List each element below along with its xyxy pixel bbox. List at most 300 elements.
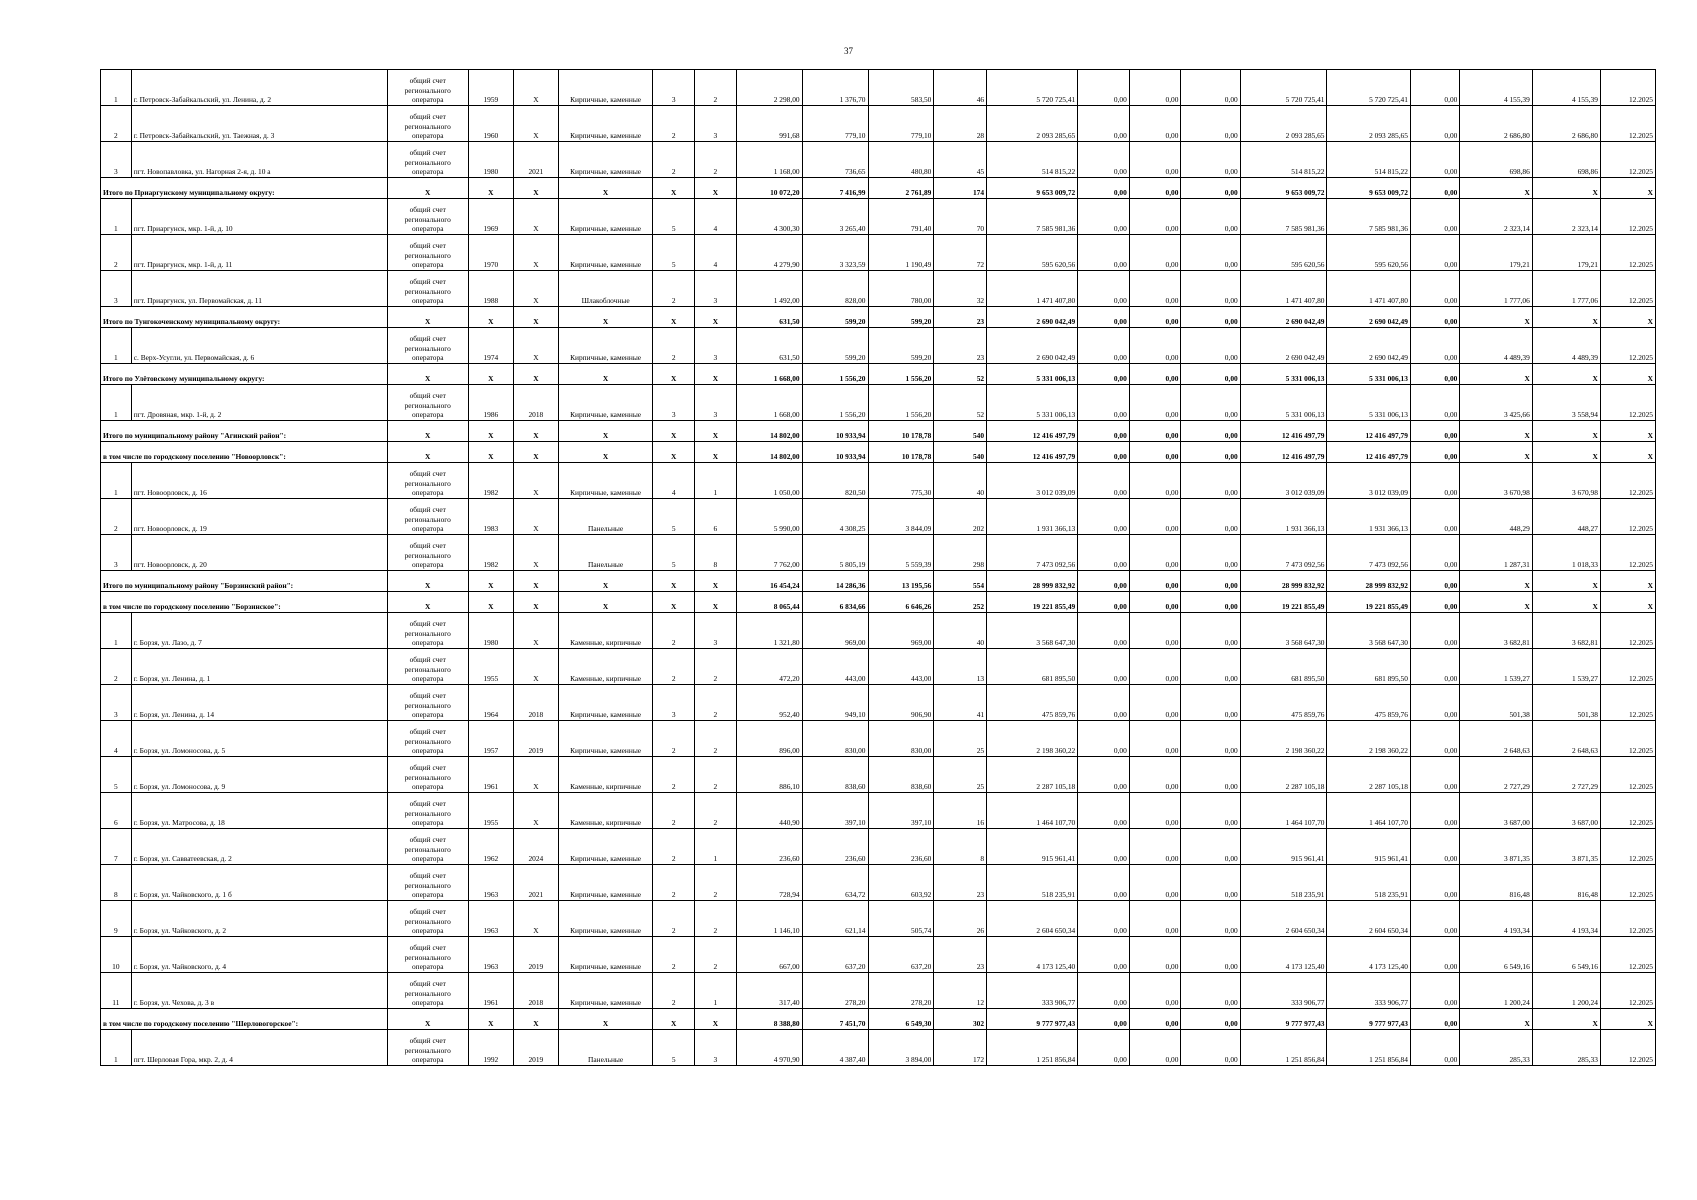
year-built-cell: 1963	[468, 865, 513, 901]
subtotal-title: Итого по Тунгокоченскому муниципальному округу:	[101, 307, 388, 328]
x-mark: Х	[1600, 592, 1655, 613]
cost-total-cell: 3 568 647,30	[987, 613, 1078, 649]
premises-area-cell: 969,00	[802, 613, 868, 649]
x-mark: Х	[468, 571, 513, 592]
completion-date-cell: 12.2025	[1600, 70, 1655, 106]
subtotal-row	[101, 178, 1656, 199]
subtotal-title: в том числе по городскому поселению "Борзинское":	[101, 592, 388, 613]
wall-material-cell: Кирпичные, каменные	[558, 199, 652, 235]
wall-material-cell: Каменные, кирпичные	[558, 793, 652, 829]
x-mark: Х	[653, 592, 695, 613]
owners-funds-cell: 2 198 360,22	[1240, 721, 1327, 757]
table-row	[101, 973, 1656, 1009]
row-number: 1	[101, 463, 132, 499]
table-row	[101, 106, 1656, 142]
year-repair-cell: Х	[513, 235, 558, 271]
residents-cell: 52	[934, 385, 987, 421]
completion-date-cell: 12.2025	[1600, 535, 1655, 571]
wall-material-cell: Кирпичные, каменные	[558, 685, 652, 721]
x-mark: Х	[513, 178, 558, 199]
unit-cost-cell: 1 539,27	[1460, 649, 1532, 685]
regional-budget-cell: 0,00	[1129, 499, 1181, 535]
completion-date-cell: 12.2025	[1600, 937, 1655, 973]
x-mark: Х	[558, 571, 652, 592]
account-type-cell: общий счет регионального оператора	[387, 271, 468, 307]
completion-date-cell: 12.2025	[1600, 901, 1655, 937]
year-built-cell: 1960	[468, 106, 513, 142]
fund-cell: 0,00	[1078, 1030, 1130, 1066]
entrances-cell: 2	[695, 865, 737, 901]
total-area-cell: 1 321,80	[736, 613, 802, 649]
cost-total-cell: 2 093 285,65	[987, 106, 1078, 142]
year-built-cell: 1988	[468, 271, 513, 307]
account-type-cell: общий счет регионального оператора	[387, 199, 468, 235]
total-area-cell: 1 168,00	[736, 142, 802, 178]
floors-cell: 2	[653, 865, 695, 901]
account-type-cell: общий счет регионального оператора	[387, 535, 468, 571]
total-area-cell: 2 298,00	[736, 70, 802, 106]
premises-area-cell: 1 556,20	[802, 364, 868, 385]
premises-area-cell: 10 933,94	[802, 421, 868, 442]
local-budget-cell: 0,00	[1181, 829, 1240, 865]
unit-cost-cell: 2 727,29	[1460, 757, 1532, 793]
premises-area-cell: 4 308,25	[802, 499, 868, 535]
other-funds-cell: 0,00	[1410, 535, 1459, 571]
account-type-cell: общий счет регионального оператора	[387, 973, 468, 1009]
year-built-cell: 1970	[468, 235, 513, 271]
residents-cell: 25	[934, 721, 987, 757]
residential-area-cell: 278,20	[868, 973, 934, 1009]
other-funds-cell: 0,00	[1410, 70, 1459, 106]
other-funds-cell: 0,00	[1410, 199, 1459, 235]
x-mark: Х	[653, 571, 695, 592]
local-budget-cell: 0,00	[1181, 613, 1240, 649]
total-area-cell: 16 454,24	[736, 571, 802, 592]
wall-material-cell: Кирпичные, каменные	[558, 973, 652, 1009]
owners-contrib-cell: 2 198 360,22	[1327, 721, 1410, 757]
cost-total-cell: 28 999 832,92	[987, 571, 1078, 592]
floors-cell: 2	[653, 142, 695, 178]
regional-budget-cell: 0,00	[1129, 442, 1181, 463]
year-repair-cell: Х	[513, 649, 558, 685]
x-mark: Х	[468, 178, 513, 199]
other-funds-cell: 0,00	[1410, 571, 1459, 592]
table-row	[101, 70, 1656, 106]
premises-area-cell: 779,10	[802, 106, 868, 142]
residential-area-cell: 13 195,56	[868, 571, 934, 592]
subtotal-title: Итого по муниципальному району "Агинский район":	[101, 421, 388, 442]
residential-area-cell: 1 556,20	[868, 364, 934, 385]
cost-total-cell: 7 585 981,36	[987, 199, 1078, 235]
residential-area-cell: 780,00	[868, 271, 934, 307]
regional-budget-cell: 0,00	[1129, 613, 1181, 649]
other-funds-cell: 0,00	[1410, 829, 1459, 865]
residential-area-cell: 505,74	[868, 901, 934, 937]
x-mark: Х	[513, 571, 558, 592]
entrances-cell: 4	[695, 199, 737, 235]
account-type-cell: общий счет регионального оператора	[387, 328, 468, 364]
wall-material-cell: Кирпичные, каменные	[558, 721, 652, 757]
subtotal-title: Итого по Приаргунскому муниципальному округу:	[101, 178, 388, 199]
owners-contrib-cell: 475 859,76	[1327, 685, 1410, 721]
account-type-cell: общий счет регионального оператора	[387, 142, 468, 178]
residents-cell: 16	[934, 793, 987, 829]
row-number: 4	[101, 721, 132, 757]
owners-funds-cell: 1 471 407,80	[1240, 271, 1327, 307]
total-area-cell: 1 668,00	[736, 385, 802, 421]
x-mark: Х	[653, 307, 695, 328]
page-number: 37	[844, 46, 853, 56]
table-row	[101, 865, 1656, 901]
x-mark: Х	[513, 364, 558, 385]
address-cell: г. Борзя, ул. Матросова, д. 18	[131, 793, 387, 829]
wall-material-cell: Кирпичные, каменные	[558, 235, 652, 271]
owners-contrib-cell: 1 464 107,70	[1327, 793, 1410, 829]
table-row	[101, 685, 1656, 721]
completion-date-cell: 12.2025	[1600, 757, 1655, 793]
fund-cell: 0,00	[1078, 721, 1130, 757]
row-number: 3	[101, 271, 132, 307]
address-cell: пгт. Приаргунск, мкр. 1-й, д. 10	[131, 199, 387, 235]
fund-cell: 0,00	[1078, 328, 1130, 364]
fund-cell: 0,00	[1078, 499, 1130, 535]
local-budget-cell: 0,00	[1181, 442, 1240, 463]
year-built-cell: 1964	[468, 685, 513, 721]
total-area-cell: 236,60	[736, 829, 802, 865]
total-area-cell: 631,50	[736, 328, 802, 364]
subtotal-row	[101, 1009, 1656, 1030]
regional-budget-cell: 0,00	[1129, 364, 1181, 385]
row-number: 5	[101, 757, 132, 793]
owners-funds-cell: 9 653 009,72	[1240, 178, 1327, 199]
max-unit-cost-cell: 698,86	[1532, 142, 1600, 178]
residential-area-cell: 10 178,78	[868, 442, 934, 463]
wall-material-cell: Кирпичные, каменные	[558, 865, 652, 901]
table-row	[101, 757, 1656, 793]
year-repair-cell: 2018	[513, 973, 558, 1009]
cost-total-cell: 19 221 855,49	[987, 592, 1078, 613]
residential-area-cell: 3 894,00	[868, 1030, 934, 1066]
premises-area-cell: 3 323,59	[802, 235, 868, 271]
year-repair-cell: Х	[513, 757, 558, 793]
fund-cell: 0,00	[1078, 649, 1130, 685]
year-built-cell: 1983	[468, 499, 513, 535]
x-mark: Х	[468, 442, 513, 463]
max-unit-cost-cell: 4 155,39	[1532, 70, 1600, 106]
address-cell: пгт. Приаргунск, мкр. 1-й, д. 11	[131, 235, 387, 271]
local-budget-cell: 0,00	[1181, 499, 1240, 535]
x-mark: Х	[1600, 178, 1655, 199]
subtotal-title: Итого по Улётовскому муниципальному округу:	[101, 364, 388, 385]
owners-contrib-cell: 681 895,50	[1327, 649, 1410, 685]
regional-budget-cell: 0,00	[1129, 571, 1181, 592]
year-built-cell: 1955	[468, 649, 513, 685]
premises-area-cell: 443,00	[802, 649, 868, 685]
owners-funds-cell: 3 568 647,30	[1240, 613, 1327, 649]
floors-cell: 2	[653, 757, 695, 793]
x-mark: Х	[1460, 307, 1532, 328]
address-cell: пгт. Дровяная, мкр. 1-й, д. 2	[131, 385, 387, 421]
max-unit-cost-cell: 1 539,27	[1532, 649, 1600, 685]
entrances-cell: 2	[695, 685, 737, 721]
max-unit-cost-cell: 4 489,39	[1532, 328, 1600, 364]
address-cell: г. Борзя, ул. Чайковского, д. 2	[131, 901, 387, 937]
residential-area-cell: 599,20	[868, 307, 934, 328]
wall-material-cell: Кирпичные, каменные	[558, 142, 652, 178]
total-area-cell: 952,40	[736, 685, 802, 721]
owners-funds-cell: 2 093 285,65	[1240, 106, 1327, 142]
cost-total-cell: 12 416 497,79	[987, 421, 1078, 442]
regional-budget-cell: 0,00	[1129, 865, 1181, 901]
floors-cell: 2	[653, 271, 695, 307]
x-mark: Х	[695, 178, 737, 199]
table-row	[101, 463, 1656, 499]
floors-cell: 2	[653, 937, 695, 973]
floors-cell: 2	[653, 106, 695, 142]
owners-funds-cell: 7 473 092,56	[1240, 535, 1327, 571]
wall-material-cell: Кирпичные, каменные	[558, 937, 652, 973]
other-funds-cell: 0,00	[1410, 592, 1459, 613]
regional-budget-cell: 0,00	[1129, 142, 1181, 178]
x-mark: Х	[653, 178, 695, 199]
residents-cell: 70	[934, 199, 987, 235]
regional-budget-cell: 0,00	[1129, 901, 1181, 937]
completion-date-cell: 12.2025	[1600, 721, 1655, 757]
x-mark: Х	[1532, 421, 1600, 442]
other-funds-cell: 0,00	[1410, 1009, 1459, 1030]
table-row	[101, 793, 1656, 829]
x-mark: Х	[387, 307, 468, 328]
entrances-cell: 3	[695, 106, 737, 142]
address-cell: пгт. Новопавловка, ул. Нагорная 2-я, д. 10 а	[131, 142, 387, 178]
cost-total-cell: 915 961,41	[987, 829, 1078, 865]
owners-contrib-cell: 7 473 092,56	[1327, 535, 1410, 571]
table-row	[101, 499, 1656, 535]
unit-cost-cell: 1 200,24	[1460, 973, 1532, 1009]
local-budget-cell: 0,00	[1181, 364, 1240, 385]
x-mark: Х	[387, 442, 468, 463]
completion-date-cell: 12.2025	[1600, 865, 1655, 901]
other-funds-cell: 0,00	[1410, 271, 1459, 307]
local-budget-cell: 0,00	[1181, 535, 1240, 571]
local-budget-cell: 0,00	[1181, 793, 1240, 829]
year-repair-cell: Х	[513, 901, 558, 937]
account-type-cell: общий счет регионального оператора	[387, 649, 468, 685]
table-row	[101, 649, 1656, 685]
residential-area-cell: 775,30	[868, 463, 934, 499]
wall-material-cell: Кирпичные, каменные	[558, 385, 652, 421]
residents-cell: 12	[934, 973, 987, 1009]
unit-cost-cell: 3 682,81	[1460, 613, 1532, 649]
residential-area-cell: 6 549,30	[868, 1009, 934, 1030]
max-unit-cost-cell: 2 648,63	[1532, 721, 1600, 757]
unit-cost-cell: 3 871,35	[1460, 829, 1532, 865]
address-cell: г. Борзя, ул. Савватеевская, д. 2	[131, 829, 387, 865]
premises-area-cell: 4 387,40	[802, 1030, 868, 1066]
year-repair-cell: Х	[513, 793, 558, 829]
max-unit-cost-cell: 448,27	[1532, 499, 1600, 535]
address-cell: г. Борзя, ул. Чайковского, д. 1 б	[131, 865, 387, 901]
owners-funds-cell: 333 906,77	[1240, 973, 1327, 1009]
fund-cell: 0,00	[1078, 421, 1130, 442]
max-unit-cost-cell: 6 549,16	[1532, 937, 1600, 973]
completion-date-cell: 12.2025	[1600, 829, 1655, 865]
fund-cell: 0,00	[1078, 757, 1130, 793]
wall-material-cell: Панельные	[558, 499, 652, 535]
max-unit-cost-cell: 2 323,14	[1532, 199, 1600, 235]
year-built-cell: 1969	[468, 199, 513, 235]
owners-funds-cell: 5 331 006,13	[1240, 385, 1327, 421]
unit-cost-cell: 6 549,16	[1460, 937, 1532, 973]
premises-area-cell: 634,72	[802, 865, 868, 901]
total-area-cell: 1 146,10	[736, 901, 802, 937]
wall-material-cell: Каменные, кирпичные	[558, 649, 652, 685]
local-budget-cell: 0,00	[1181, 328, 1240, 364]
fund-cell: 0,00	[1078, 1009, 1130, 1030]
residential-area-cell: 599,20	[868, 328, 934, 364]
regional-budget-cell: 0,00	[1129, 178, 1181, 199]
other-funds-cell: 0,00	[1410, 235, 1459, 271]
premises-area-cell: 1 556,20	[802, 385, 868, 421]
max-unit-cost-cell: 179,21	[1532, 235, 1600, 271]
max-unit-cost-cell: 4 193,34	[1532, 901, 1600, 937]
x-mark: Х	[387, 364, 468, 385]
regional-budget-cell: 0,00	[1129, 793, 1181, 829]
local-budget-cell: 0,00	[1181, 592, 1240, 613]
x-mark: Х	[513, 421, 558, 442]
premises-area-cell: 820,50	[802, 463, 868, 499]
x-mark: Х	[1532, 178, 1600, 199]
table-row	[101, 721, 1656, 757]
other-funds-cell: 0,00	[1410, 937, 1459, 973]
row-number: 6	[101, 793, 132, 829]
x-mark: Х	[653, 1009, 695, 1030]
residents-cell: 40	[934, 463, 987, 499]
residents-cell: 298	[934, 535, 987, 571]
owners-funds-cell: 514 815,22	[1240, 142, 1327, 178]
unit-cost-cell: 3 670,98	[1460, 463, 1532, 499]
year-built-cell: 1982	[468, 535, 513, 571]
x-mark: Х	[1532, 571, 1600, 592]
total-area-cell: 7 762,00	[736, 535, 802, 571]
subtotal-title: в том числе по городскому поселению "Новоорловск":	[101, 442, 388, 463]
x-mark: Х	[1460, 442, 1532, 463]
unit-cost-cell: 2 323,14	[1460, 199, 1532, 235]
fund-cell: 0,00	[1078, 685, 1130, 721]
residents-cell: 202	[934, 499, 987, 535]
cost-total-cell: 4 173 125,40	[987, 937, 1078, 973]
residents-cell: 46	[934, 70, 987, 106]
max-unit-cost-cell: 3 670,98	[1532, 463, 1600, 499]
table-row	[101, 937, 1656, 973]
x-mark: Х	[1460, 592, 1532, 613]
x-mark: Х	[1460, 571, 1532, 592]
address-cell: г. Борзя, ул. Ленина, д. 1	[131, 649, 387, 685]
wall-material-cell: Кирпичные, каменные	[558, 106, 652, 142]
owners-contrib-cell: 2 604 650,34	[1327, 901, 1410, 937]
regional-budget-cell: 0,00	[1129, 199, 1181, 235]
local-budget-cell: 0,00	[1181, 901, 1240, 937]
x-mark: Х	[558, 1009, 652, 1030]
row-number: 10	[101, 937, 132, 973]
other-funds-cell: 0,00	[1410, 364, 1459, 385]
cost-total-cell: 333 906,77	[987, 973, 1078, 1009]
premises-area-cell: 828,00	[802, 271, 868, 307]
floors-cell: 3	[653, 70, 695, 106]
premises-area-cell: 1 376,70	[802, 70, 868, 106]
residential-area-cell: 906,90	[868, 685, 934, 721]
owners-contrib-cell: 9 777 977,43	[1327, 1009, 1410, 1030]
local-budget-cell: 0,00	[1181, 199, 1240, 235]
completion-date-cell: 12.2025	[1600, 271, 1655, 307]
x-mark: Х	[468, 364, 513, 385]
unit-cost-cell: 179,21	[1460, 235, 1532, 271]
regional-budget-cell: 0,00	[1129, 973, 1181, 1009]
cost-total-cell: 1 251 856,84	[987, 1030, 1078, 1066]
premises-area-cell: 5 805,19	[802, 535, 868, 571]
residential-area-cell: 1 556,20	[868, 385, 934, 421]
x-mark: Х	[558, 442, 652, 463]
entrances-cell: 4	[695, 235, 737, 271]
regional-budget-cell: 0,00	[1129, 271, 1181, 307]
subtotal-row	[101, 571, 1656, 592]
wall-material-cell: Кирпичные, каменные	[558, 901, 652, 937]
owners-contrib-cell: 1 471 407,80	[1327, 271, 1410, 307]
completion-date-cell: 12.2025	[1600, 685, 1655, 721]
residents-cell: 172	[934, 1030, 987, 1066]
premises-area-cell: 10 933,94	[802, 442, 868, 463]
owners-funds-cell: 28 999 832,92	[1240, 571, 1327, 592]
owners-contrib-cell: 5 331 006,13	[1327, 385, 1410, 421]
local-budget-cell: 0,00	[1181, 385, 1240, 421]
local-budget-cell: 0,00	[1181, 70, 1240, 106]
row-number: 1	[101, 385, 132, 421]
residential-area-cell: 10 178,78	[868, 421, 934, 442]
x-mark: Х	[513, 442, 558, 463]
year-repair-cell: Х	[513, 613, 558, 649]
residents-cell: 32	[934, 271, 987, 307]
premises-area-cell: 949,10	[802, 685, 868, 721]
regional-budget-cell: 0,00	[1129, 829, 1181, 865]
owners-contrib-cell: 518 235,91	[1327, 865, 1410, 901]
owners-funds-cell: 1 251 856,84	[1240, 1030, 1327, 1066]
floors-cell: 5	[653, 535, 695, 571]
year-built-cell: 1982	[468, 463, 513, 499]
other-funds-cell: 0,00	[1410, 793, 1459, 829]
premises-area-cell: 599,20	[802, 307, 868, 328]
regional-budget-cell: 0,00	[1129, 1009, 1181, 1030]
total-area-cell: 317,40	[736, 973, 802, 1009]
entrances-cell: 3	[695, 613, 737, 649]
unit-cost-cell: 285,33	[1460, 1030, 1532, 1066]
residential-area-cell: 480,80	[868, 142, 934, 178]
floors-cell: 3	[653, 685, 695, 721]
x-mark: Х	[1460, 421, 1532, 442]
total-area-cell: 472,20	[736, 649, 802, 685]
fund-cell: 0,00	[1078, 442, 1130, 463]
cost-total-cell: 2 690 042,49	[987, 307, 1078, 328]
total-area-cell: 5 990,00	[736, 499, 802, 535]
x-mark: Х	[1532, 592, 1600, 613]
address-cell: г. Борзя, ул. Чехова, д. 3 в	[131, 973, 387, 1009]
residents-cell: 23	[934, 937, 987, 973]
x-mark: Х	[1600, 307, 1655, 328]
cost-total-cell: 2 690 042,49	[987, 328, 1078, 364]
address-cell: г. Петровск-Забайкальский, ул. Ленина, д. 2	[131, 70, 387, 106]
owners-funds-cell: 12 416 497,79	[1240, 442, 1327, 463]
entrances-cell: 3	[695, 1030, 737, 1066]
local-budget-cell: 0,00	[1181, 421, 1240, 442]
